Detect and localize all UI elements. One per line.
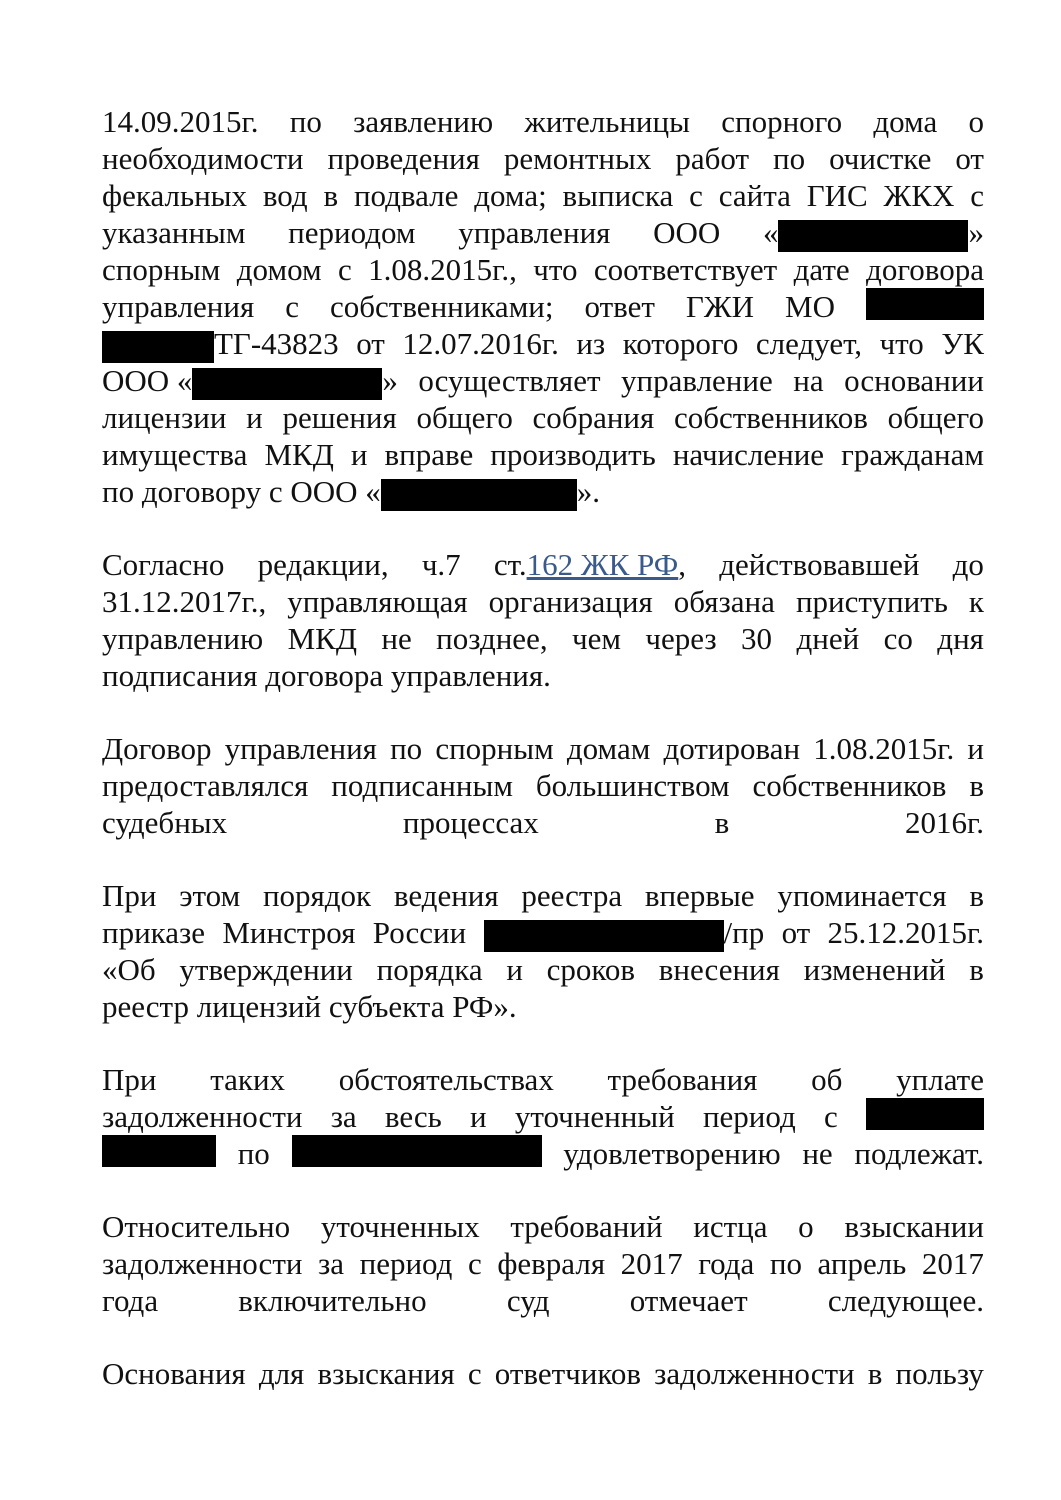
paragraph-1-line-6: управления с собственниками; ответ ГЖИ МО (102, 288, 984, 325)
paragraph-2-line-1: Согласно редакции, ч.7 ст.162 ЖК РФ, действовавшей до (102, 547, 984, 582)
redaction-block (192, 368, 382, 400)
paragraph-2-line-4: подписания договора управления. (102, 658, 551, 693)
redaction-block (484, 920, 724, 952)
paragraph-1-line-9: лицензии и решения общего собрания собственников общего (102, 400, 984, 435)
paragraph-1-line-2: необходимости проведения ремонтных работ по очистке от (102, 141, 984, 176)
paragraph-1-line-1: 14.09.2015г. по заявлению жительницы спорного дома о (102, 104, 984, 139)
paragraph-6-line-2: задолженности за период с февраля 2017 года по апрель 2017 (102, 1246, 984, 1281)
paragraph-2-line-2: 31.12.2017г., управляющая организация обязана приступить к (102, 584, 984, 619)
paragraph-3-line-1: Договор управления по спорным домам дотирован 1.08.2015г. и (102, 731, 984, 766)
paragraph-2-line-3: управлению МКД не позднее, чем через 30 дней со дня (102, 621, 984, 656)
paragraph-5-line-3: по удовлетворению не подлежат. (102, 1135, 984, 1172)
paragraph-6-line-3: года включительно суд отмечает следующее. (102, 1283, 984, 1318)
paragraph-3-line-3: судебных процессах в 2016г. (102, 805, 984, 840)
paragraph-7-line-1: Основания для взыскания с ответчиков задолженности в пользу (102, 1356, 984, 1391)
redaction-block (866, 288, 984, 320)
paragraph-1-line-3: фекальных вод в подвале дома; выписка с сайта ГИС ЖКХ с (102, 178, 984, 213)
redaction-block (778, 220, 968, 252)
redaction-block (102, 1135, 216, 1167)
paragraph-1-line-7: ТГ-43823 от 12.07.2016г. из которого следует, что УК (102, 325, 984, 362)
paragraph-1-line-4: указанным периодом управления ООО « » (102, 215, 984, 250)
paragraph-5-line-1: При таких обстоятельствах требования об уплате (102, 1062, 984, 1097)
redaction-block (292, 1135, 542, 1167)
paragraph-1-line-11: по договору с ООО « ». (102, 474, 600, 509)
paragraph-5-line-2: задолженности за весь и уточненный период с (102, 1098, 984, 1135)
redaction-block (102, 331, 214, 363)
paragraph-1-line-10: имущества МКД и вправе производить начисление гражданам (102, 437, 984, 472)
paragraph-4-line-4: реестр лицензий субъекта РФ». (102, 989, 517, 1024)
redaction-block (866, 1098, 984, 1130)
paragraph-4-line-1: При этом порядок ведения реестра впервые упоминается в (102, 878, 984, 913)
paragraph-4-line-3: «Об утверждении порядка и сроков внесения изменений в (102, 952, 984, 987)
law-reference-link[interactable]: 162 ЖК РФ (526, 547, 679, 582)
paragraph-1-line-5: спорным домом с 1.08.2015г., что соответствует дате договора (102, 252, 984, 287)
redaction-block (381, 479, 577, 511)
paragraph-6-line-1: Относительно уточненных требований истца о взыскании (102, 1209, 984, 1244)
paragraph-1-line-8: ООО « » осуществляет управление на основании (102, 363, 984, 398)
paragraph-4-line-2: приказе Минстроя России /пр от 25.12.2015г. (102, 915, 984, 950)
paragraph-3-line-2: предоставлялся подписанным большинством собственников в (102, 768, 984, 803)
